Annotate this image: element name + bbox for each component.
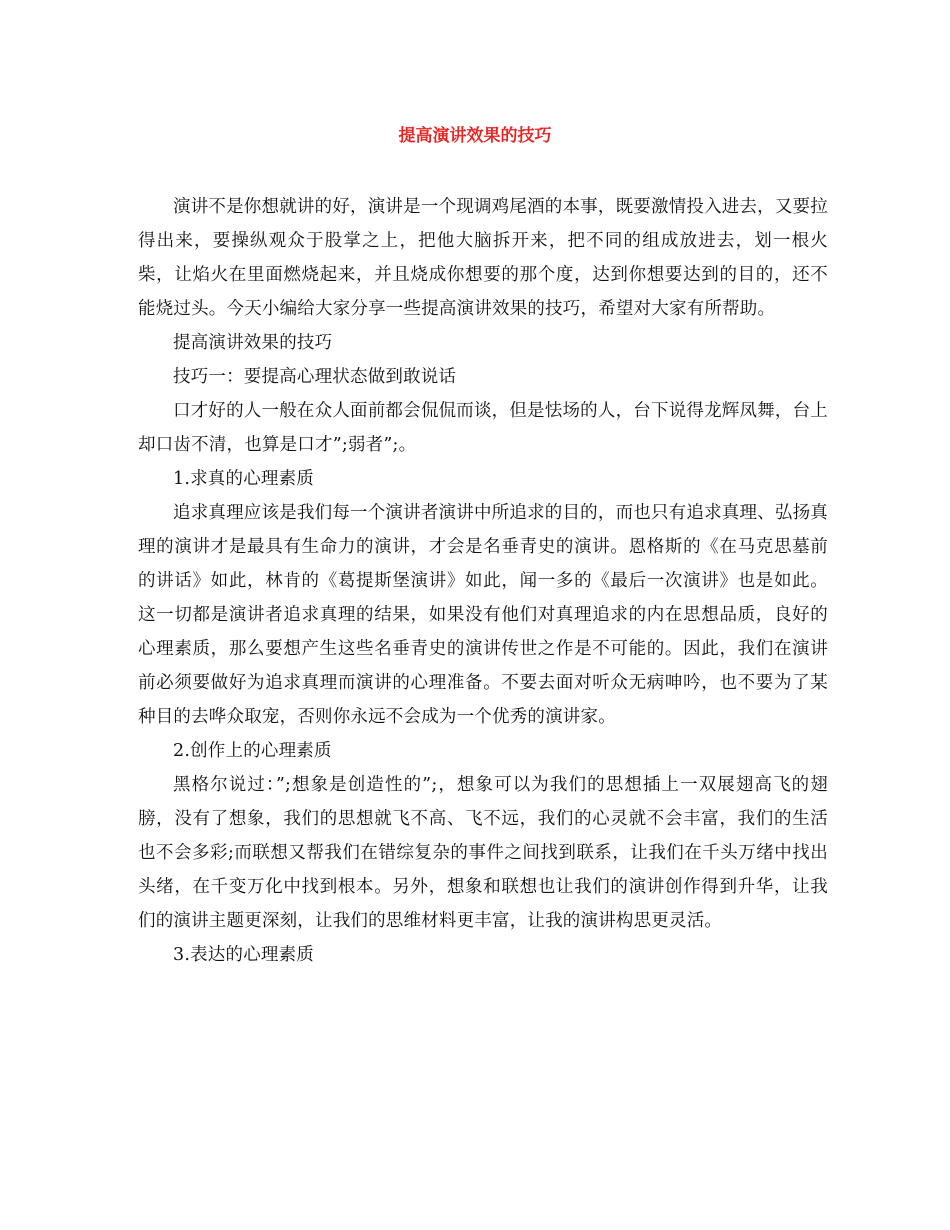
tip-paragraph: 口才好的人一般在众人面前都会侃侃而谈，但是怯场的人，台下说得龙辉凤舞，台上却口齿不清，也算是口才”;弱者”;。 (138, 401, 828, 455)
section-heading: 提高演讲效果的技巧 (173, 333, 333, 353)
tip-heading: 技巧一：要提高心理状态做到敢说话 (173, 367, 457, 387)
subsection-paragraph-1: 追求真理应该是我们每一个演讲者演讲中所追求的目的，而也只有追求真理、弘扬真理的演讲才是最具有生命力的演讲，才会是名垂青史的演讲。恩格斯的《在马克思墓前的讲话》如此，林肯的《葛提斯堡演讲》如此，闻一多的《最后一次演讲》也是如此。这一切都是演讲者追求真理的结果，如果没有他们对真理追求的内在思想品质，良好的心理素质，那么要想产生这些名垂青史的演讲传世之作是不可能的。因此，我们在演讲前必须要做好为追求真理而演讲的心理准备。不要去面对听众无病呻吟，也不要为了某种目的去哗众取宠，否则你永远不会成为一个优秀的演讲家。 (138, 503, 828, 727)
subsection-heading-1: 1.求真的心理素质 (173, 469, 314, 489)
document-body (138, 190, 828, 972)
subsection-paragraph-2: 黑格尔说过：”;想象是创造性的”;，想象可以为我们的思想插上一双展翅高飞的翅膀，没有了想象，我们的思想就飞不高、飞不远，我们的心灵就不会丰富，我们的生活也不会多彩;而联想又帮我们在错综复杂的事件之间找到联系，让我们在千头万绪中找出头绪，在千变万化中找到根本。另外，想象和联想也让我们的演讲创作得到升华，让我们的演讲主题更深刻，让我们的思维材料更丰富，让我的演讲构思更灵活。 (138, 775, 828, 931)
intro-paragraph: 演讲不是你想就讲的好，演讲是一个现调鸡尾酒的本事，既要激情投入进去，又要拉得出来，要操纵观众于股掌之上，把他大脑拆开来，把不同的组成放进去，划一根火柴，让焰火在里面燃烧起来，并且烧成你想要的那个度，达到你想要达到的目的，还不能烧过头。今天小编给大家分享一些提高演讲效果的技巧，希望对大家有所帮助。 (138, 197, 828, 319)
subsection-heading-3: 3.表达的心理素质 (173, 945, 314, 965)
document-title: 提高演讲效果的技巧 (398, 126, 552, 146)
subsection-heading-2: 2.创作上的心理素质 (173, 741, 332, 761)
